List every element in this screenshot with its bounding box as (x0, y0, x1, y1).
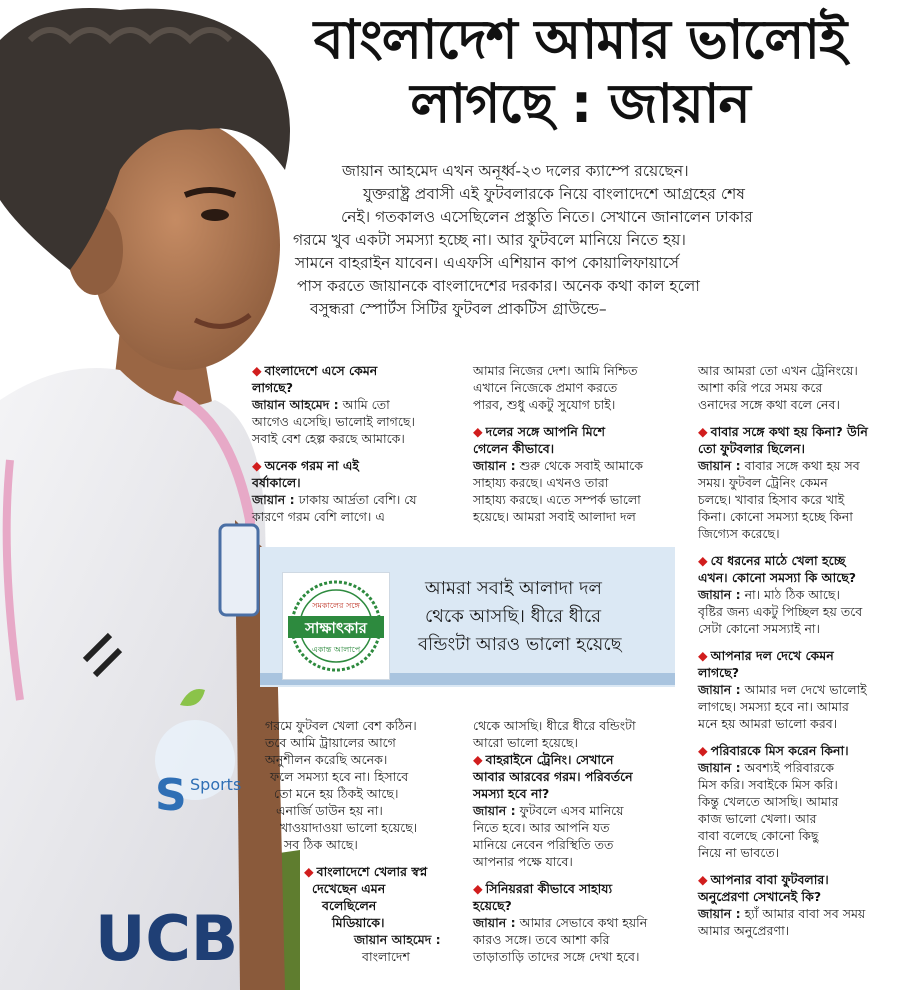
svg-text:S: S (155, 770, 187, 821)
answer-text: ওনাদের সঙ্গে কথা বলে নেব। (698, 397, 840, 412)
answer-text: গরমে ফুটবল খেলা বেশ কঠিন। (265, 718, 417, 733)
answer-text: কারণে গরম বেশি লাগে। এ (252, 509, 385, 524)
answer-text: তাড়াতাড়ি তাদের সঙ্গে দেখা হবে। (473, 949, 640, 964)
answer-text: কিন্তু খেলতে আসছি। আমার (698, 794, 839, 809)
question-text: আপনার দল দেখে কেমন (710, 648, 834, 663)
answer-text: আমার দল দেখে ভালোই (740, 682, 867, 697)
answer-text: পারব, শুধু একটু সুযোগ চাই। (473, 397, 616, 412)
bullet-icon: ◆ (473, 424, 483, 439)
question-text: লাগছে? (252, 380, 293, 395)
answer-text: সাহায্য করছে। এতে সম্পর্ক ভালো (473, 492, 641, 507)
column-2-bottom (473, 717, 688, 965)
answer-text: আমার নিজের দেশ। আমি নিশ্চিত (473, 363, 638, 378)
intro-line: যুক্তরাষ্ট্র প্রবাসী এই ফুটবলারকে নিয়ে বাংলাদেশে আগ্রহের শেষ (363, 185, 745, 203)
answer-text: না। মাঠ ঠিক আছে। (740, 587, 840, 602)
question-text: বাংলাদেশে খেলার স্বপ্ন (316, 864, 428, 879)
question-text: দলের সঙ্গে আপনি মিশে (485, 424, 606, 439)
column-3 (698, 362, 903, 939)
answer-text: আশা করি পরে সময় করে (698, 380, 823, 395)
column-1-top (252, 362, 462, 525)
answer-text: এনার্জি ডাউন হয় না। (276, 803, 383, 818)
interview-seal-icon (282, 572, 390, 680)
answer-label: জায়ান : (698, 458, 741, 473)
answer-label: জায়ান আহমেদ : (252, 397, 339, 412)
intro-line: নেই। গতকালও এসেছিলেন প্রস্তুতি নিতে। সেখানে জানালেন ঢাকার (341, 208, 753, 226)
answer-text: বাংলাদেশ (362, 949, 410, 964)
answer-label: জায়ান : (698, 682, 741, 697)
answer-text: কিনা। কোনো সমস্যা হচ্ছে কিনা (698, 509, 853, 524)
question-text: বাংলাদেশে এসে কেমন (264, 363, 378, 378)
intro-line: জায়ান আহমেদ এখন অনূর্ধ্ব-২৩ দলের ক্যাম্পে রয়েছেন। (342, 162, 689, 180)
question-text: আবার আরবের গরম। পরিবর্তনে (473, 769, 633, 784)
answer-label: জায়ান : (698, 587, 741, 602)
answer-text: সবাই বেশ হেল্প করছে আমাকে। (252, 431, 405, 446)
answer-label: জায়ান : (252, 492, 295, 507)
question-text: সমস্যা হবে না? (473, 786, 550, 801)
pull-quote-line: বন্ডিংটা আরও ভালো হয়েছে (418, 634, 622, 655)
question-text: লাগছে? (698, 665, 739, 680)
answer-text: অনুশীলন করেছি অনেক। (265, 752, 388, 767)
answer-label: জায়ান : (473, 458, 516, 473)
answer-text: মিস করি। সবাইকে মিস করি। (698, 777, 838, 792)
question-text: অনুপ্রেরণা সেখানেই কি? (698, 889, 822, 904)
intro-paragraph (285, 160, 870, 321)
answer-text: থেকে আসছি। ধীরে ধীরে বন্ডিংটা (473, 718, 636, 733)
svg-text:Sports: Sports (190, 775, 242, 794)
question-text: আপনার বাবা ফুটবলার। (710, 872, 829, 887)
question-text: তো ফুটবলার ছিলেন। (698, 441, 805, 456)
question-text: এখন। কোনো সমস্যা কি আছে? (698, 570, 857, 585)
answer-text: কারও সঙ্গে। তবে আশা করি (473, 932, 610, 947)
bullet-icon: ◆ (698, 743, 708, 758)
answer-text: আরো ভালো হয়েছে। (473, 735, 578, 750)
answer-label: জায়ান : (698, 760, 741, 775)
bullet-icon: ◆ (473, 881, 483, 896)
answer-text: তো মনে হয় ঠিকই আছে। (274, 786, 399, 801)
bullet-icon: ◆ (698, 424, 708, 439)
question-text: বর্ষাকালে। (252, 475, 301, 490)
answer-text: ফুটবলে এসব মানিয়ে (515, 803, 624, 818)
question-text: দেখেছেন এমন (312, 881, 386, 896)
answer-text: সেটা কোনো সমস্যাই না। (698, 621, 820, 636)
answer-text: আমি তো (338, 397, 390, 412)
seal-top-text: সমকালের সঙ্গে (312, 601, 360, 610)
headline-line-2: লাগছে : জায়ান (410, 72, 750, 135)
pull-quote-line: আমরা সবাই আলাদা দল (425, 578, 602, 599)
bullet-icon: ◆ (252, 458, 262, 473)
answer-text: বাবার সঙ্গে কথা হয় সব (740, 458, 860, 473)
bullet-icon: ◆ (698, 648, 708, 663)
answer-text: আপনার পক্ষে যাবে। (473, 854, 573, 869)
question-text: অনেক গরম না এই (264, 458, 359, 473)
question-text: যে ধরনের মাঠে খেলা হচ্ছে (710, 553, 846, 568)
bullet-icon: ◆ (304, 864, 314, 879)
answer-text: সময়। ফুটবল ট্রেনিং কেমন (698, 475, 828, 490)
intro-line: সামনে বাহরাইন যাবেন। এএফসি এশিয়ান কাপ কোয়ালিফায়ার্সে (295, 254, 679, 272)
answer-text: সব ঠিক আছে। (284, 837, 358, 852)
answer-text: জিগ্যেস করেছে। (698, 526, 780, 541)
pull-quote-line: থেকে আসছি। ধীরে ধীরে (425, 606, 602, 627)
column-1-bottom (262, 717, 467, 965)
intro-line: বসুন্ধরা স্পোর্টস সিটির ফুটবল প্রাকটিস গ্রাউন্ডে– (310, 300, 607, 318)
answer-text: নিয়ে না ভাবতে। (698, 845, 780, 860)
bullet-icon: ◆ (698, 553, 708, 568)
question-text: হয়েছে? (473, 898, 512, 913)
answer-text: বৃষ্টির জন্য একটু পিচ্ছিল হয় তবে (698, 604, 863, 619)
bullet-icon: ◆ (473, 752, 483, 767)
column-2-top (473, 362, 688, 525)
headline (270, 8, 890, 136)
answer-label: জায়ান : (473, 803, 516, 818)
seal-title: সাক্ষাৎকার (305, 619, 367, 637)
question-text: সিনিয়ররা কীভাবে সাহায্য (485, 881, 613, 896)
answer-text: এখানে নিজেকে প্রমাণ করতে (473, 380, 618, 395)
bullet-icon: ◆ (252, 363, 262, 378)
seal-bottom-text: একান্ত আলাপে (311, 645, 361, 654)
question-text: বাবার সঙ্গে কথা হয় কিনা? উনি (710, 424, 868, 439)
answer-text: শুরু থেকে সবাই আমাকে (515, 458, 644, 473)
svg-text:UCB: UCB (95, 902, 239, 975)
answer-text: কাজ ভালো খেলা। আর (698, 811, 817, 826)
answer-text: আমার সেভাবে কথা হয়নি (515, 915, 648, 930)
answer-text: বাবা বলেছে কোনো কিছু (698, 828, 819, 843)
answer-text: মানিয়ে নেবেন পরিস্থিতি তত (473, 837, 614, 852)
question-text: বাহরাইনে ট্রেনিং। সেখানে (485, 752, 614, 767)
answer-text: চলছে। খাবার হিসাব করে খাই (698, 492, 845, 507)
answer-label: জায়ান : (698, 906, 741, 921)
answer-text: আগেও এসেছি। ভালোই লাগছে। (252, 414, 415, 429)
answer-text: ঢাকায় আর্দ্রতা বেশি। যে (294, 492, 417, 507)
bullet-icon: ◆ (698, 872, 708, 887)
headline-line-1: বাংলাদেশ আমার ভালোই (313, 8, 847, 71)
answer-text: আর আমরা তো এখন ট্রেনিংয়ে। (698, 363, 858, 378)
answer-text: ফলে সমস্যা হবে না। হিসাবে (270, 769, 409, 784)
answer-label: জায়ান : (473, 915, 516, 930)
question-text: বলেছিলেন (322, 898, 377, 913)
question-text: মিডিয়াকে। (332, 915, 385, 930)
question-text: গেলেন কীভাবে। (473, 441, 555, 456)
answer-text: আমার অনুপ্রেরণা। (698, 923, 790, 938)
answer-text: মনে হয় আমরা ভালো করব। (698, 716, 838, 731)
question-text: পরিবারকে মিস করেন কিনা। (710, 743, 849, 758)
answer-text: খাওয়াদাওয়া ভালো হয়েছে। (280, 820, 418, 835)
answer-text: হ্যাঁ আমার বাবা সব সময় (740, 906, 866, 921)
answer-text: লাগছে। সমস্যা হবে না। আমার (698, 699, 849, 714)
pull-quote-text (415, 575, 675, 659)
answer-text: হয়েছে। আমরা সবাই আলাদা দল (473, 509, 636, 524)
answer-text: নিতে হবে। আর আপনি যত (473, 820, 610, 835)
answer-text: তবে আমি ট্রায়ালের আগে (265, 735, 396, 750)
answer-label: জায়ান আহমেদ : (354, 932, 441, 947)
intro-line: পাস করতে জায়ানকে বাংলাদেশের দরকার। অনেক কথা কাল হলো (297, 277, 700, 295)
intro-line: গরমে খুব একটা সমস্যা হচ্ছে না। আর ফুটবলে মানিয়ে নিতে হয়। (293, 231, 686, 249)
answer-text: সাহায্য করছে। এখনও তারা (473, 475, 609, 490)
answer-text: অবশ্যই পরিবারকে (740, 760, 835, 775)
